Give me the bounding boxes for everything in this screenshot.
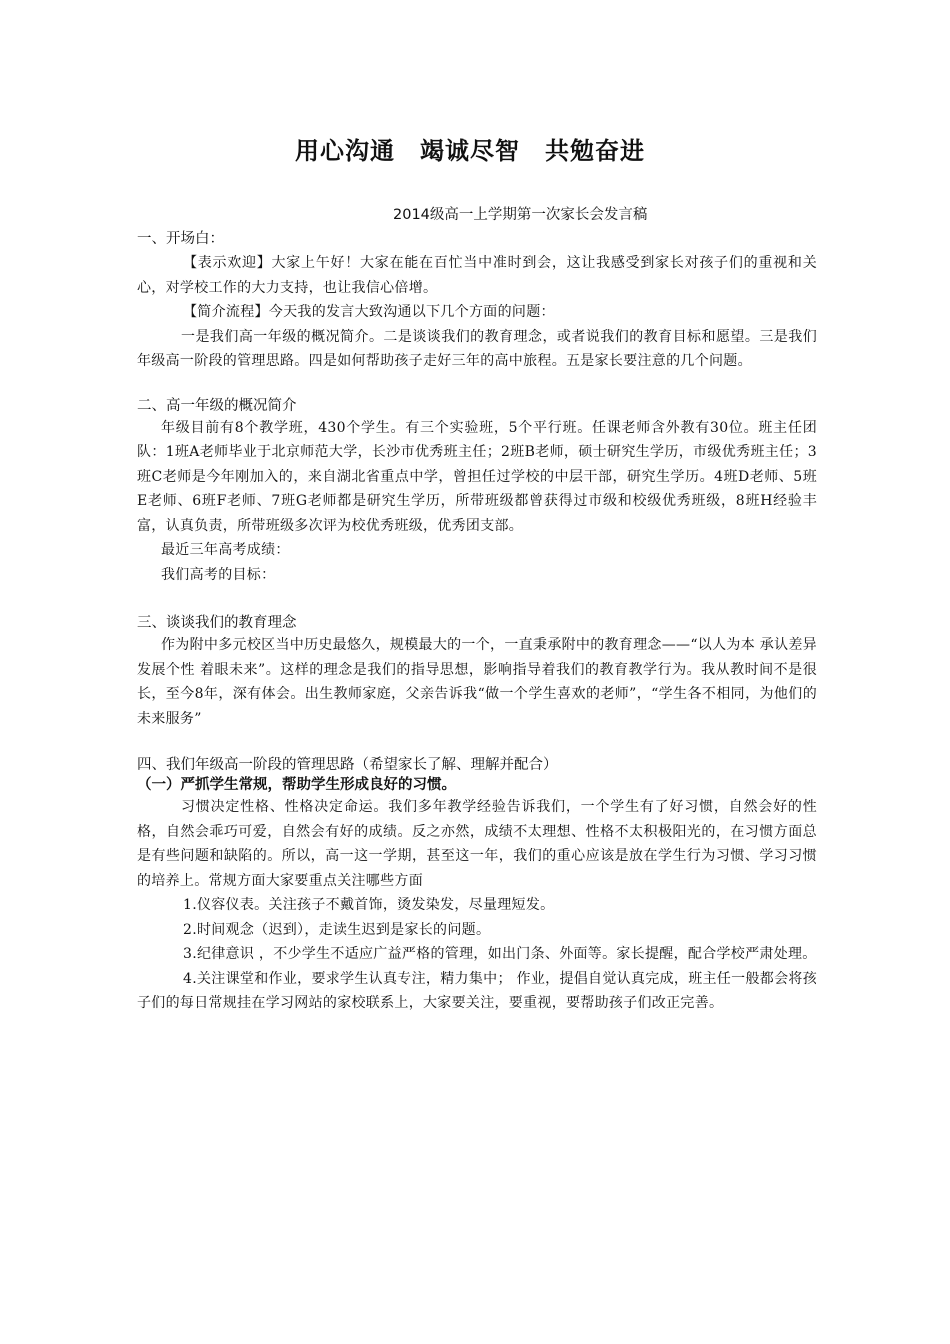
section-3-philosophy-paragraph: 作为附中多元校区当中历史最悠久，规模最大的一个，一直秉承附中的教育理念——“以人为本 承认差异 发展个性 着眼未来”。这样的理念是我们的指导思想，影响指导着我们的教育教学行为。我从教时间不是很长，至今8年，深有体会。出生教师家庭，父亲告诉我“做一个学生喜欢的老师”，“学生各不相同，为他们的未来服务” <box>137 637 817 727</box>
section-4-item-4: 4.关注课堂和作业，要求学生认真专注，精力集中； 作业，提倡自觉认真完成，班主任一般都会将孩子们的每日常规挂在学习网站的家校联系上，大家要关注，要重视，要帮助孩子们改正完善。 <box>137 970 817 1011</box>
section-2-heading: 二、高一年级的概况简介 <box>137 397 297 414</box>
section-4-habits-paragraph: 习惯决定性格、性格决定命运。我们多年教学经验告诉我们，一个学生有了好习惯，自然会好的性格，自然会乖巧可爱，自然会有好的成绩。反之亦然，成绩不太理想、性格不太积极阳光的，在习惯方面总是有些问题和缺陷的。所以，高一这一学期，甚至这一年，我们的重心应该是放在学生行为习惯、学习习惯的培养上。常规方面大家要重点关注哪些方面 <box>137 799 817 889</box>
section-4-item-3: 3.纪律意识 ，不少学生不适应广益严格的管理，如出门条、外面等。家长提醒，配合学校严肃处理。 <box>183 946 817 962</box>
document-body <box>137 229 817 1016</box>
section-4-subheading-1: （一）严抓学生常规，帮助学生形成良好的习惯。 <box>137 777 456 793</box>
section-4-heading: 四、我们年级高一阶段的管理思路（希望家长了解、理解并配合） <box>137 757 558 773</box>
section-2-results-line: 最近三年高考成绩： <box>161 542 290 558</box>
section-1-topics-paragraph: 一是我们高一年级的概况简介。二是谈谈我们的教育理念，或者说我们的教育目标和愿望。三是我们年级高一阶段的管理思路。四是如何帮助孩子走好三年的高中旅程。五是家长要注意的几个问题。 <box>137 328 817 369</box>
section-1-welcome-paragraph: 【表示欢迎】大家上午好！大家在能在百忙当中准时到会，这让我感受到家长对孩子们的重视和关心，对学校工作的大力支持，也让我信心倍增。 <box>137 255 817 296</box>
section-2-goal-line: 我们高考的目标： <box>161 566 276 583</box>
section-4-item-2: 2.时间观念（迟到），走读生迟到是家长的问题。 <box>183 921 491 938</box>
document-title: 用心沟通 竭诚尽智 共勉奋进 <box>295 137 645 165</box>
section-1-heading: 一、开场白： <box>137 231 224 247</box>
document-subtitle: 2014级高一上学期第一次家长会发言稿 <box>393 207 648 223</box>
section-2-overview-paragraph: 年级目前有8个教学班，430个学生。有三个实验班，5个平行班。任课老师含外教有30位。班主任团队：1班A老师毕业于北京师范大学，长沙市优秀班主任；2班B老师，硕士研究生学历，市级优秀班主任；3班C老师是今年刚加入的，来自湖北省重点中学，曾担任过学校的中层干部，研究生学历。4班D老师、5班E老师、6班F老师、7班G老师都是研究生学历，所带班级都曾获得过市级和校级优秀班级，8班H经验丰富，认真负责，所带班级多次评为校优秀班级，优秀团支部。 <box>137 419 817 534</box>
section-3-heading: 三、谈谈我们的教育理念 <box>137 615 297 631</box>
section-1-agenda-paragraph: 【简介流程】今天我的发言大致沟通以下几个方面的问题： <box>183 304 555 320</box>
section-4-item-1: 1.仪容仪表。关注孩子不戴首饰，烫发染发，尽量理短发。 <box>183 897 555 913</box>
